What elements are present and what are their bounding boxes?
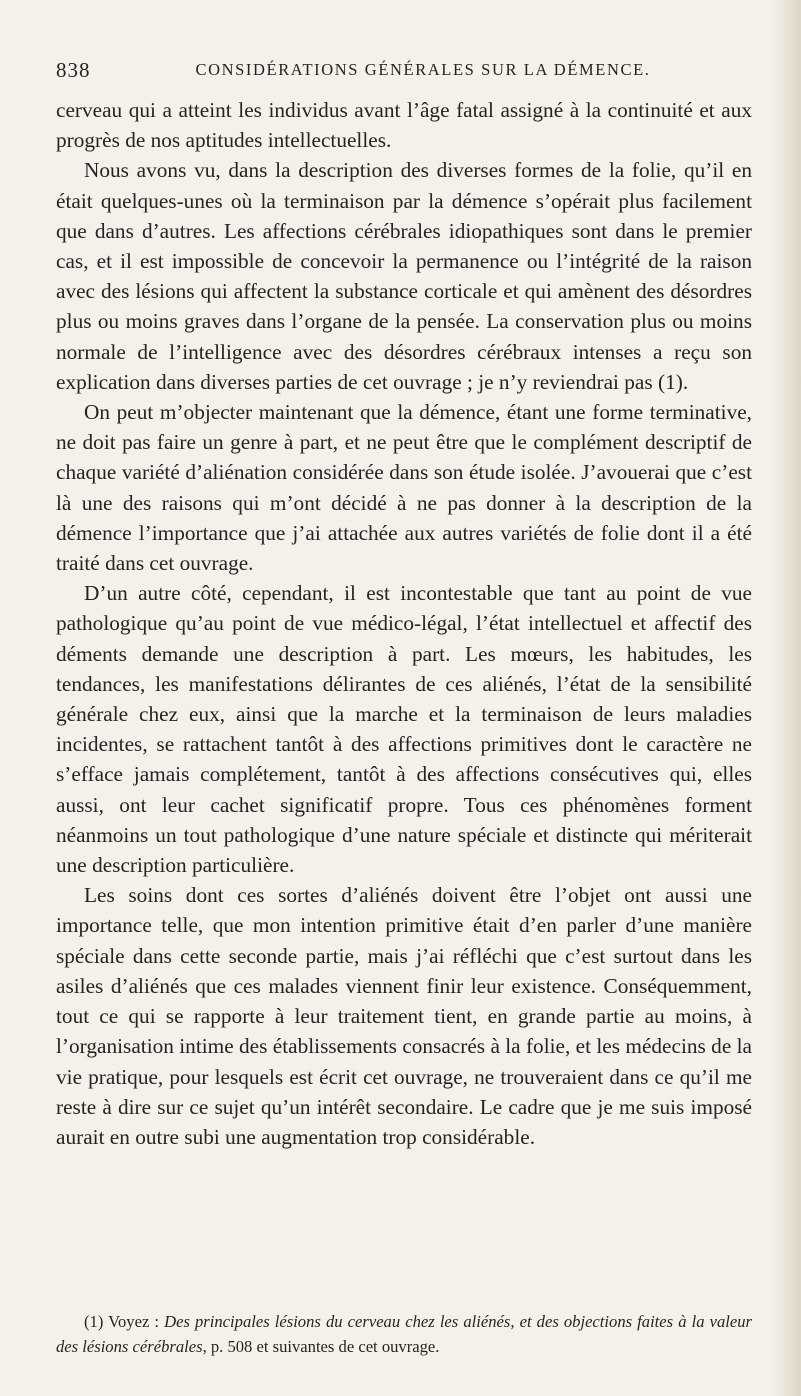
page-number: 838 [56, 58, 91, 82]
paragraph: D’un autre côté, cependant, il est incontestable que tant au point de vue pathologique qu’au point de vue médico-légal, l’état intellectuel et affectif des déments demande une description à part. Les mœurs, les habitudes, les tendances, les manifestations délirantes de ces aliénés, l’état de la sensibilité générale chez eux, ainsi que la marche et la terminaison de leurs maladies incidentes, se rattachent tantôt à des affections primitives dont le caractère ne s’efface jamais complétement, tantôt à des affections consécutives qui, elles aussi, ont leur cachet significatif propre. Tous ces phénomènes forment néanmoins un tout pathologique d’une nature spéciale et distincte qui mériterait une description particulière. [56, 581, 752, 878]
running-title: CONSIDÉRATIONS GÉNÉRALES SUR LA DÉMENCE. [195, 60, 651, 79]
paragraph-continuation: cerveau qui a atteint les individus avant l’âge fatal assigné à la continuité et aux progrès de nos aptitudes intellectuelles. [56, 98, 752, 153]
page-header [56, 58, 746, 86]
paragraph: On peut m’objecter maintenant que la démence, étant une forme terminative, ne doit pas faire un genre à part, et ne peut être que le complément descriptif de chaque variété d’aliénation considérée dans son étude isolée. J’avouerai que c’est là une des raisons qui m’ont décidé à ne pas donner à la description de la démence l’importance que j’ai attachée aux autres variétés de folie dont il a été traité dans cet ouvrage. [56, 400, 752, 576]
paragraph: Nous avons vu, dans la description des diverses formes de la folie, qu’il en était quelques-unes où la terminaison par la démence s’opérait plus facilement que dans d’autres. Les affections cérébrales idiopathiques sont dans le premier cas, et il est impossible de concevoir la permanence ou l’intégrité de la raison avec des lésions qui affectent la substance corticale et qui amènent des désordres plus ou moins graves dans l’organe de la pensée. La conservation plus ou moins normale de l’intelligence avec des désordres cérébraux intenses a reçu son explication dans diverses parties de cet ouvrage ; je n’y reviendrai pas (1). [56, 158, 752, 394]
paragraph: Les soins dont ces sortes d’aliénés doivent être l’objet ont aussi une importance telle, que mon intention primitive était d’en parler d’une manière spéciale dans cette seconde partie, mais j’ai réfléchi que c’est surtout dans les asiles d’aliénés que ces malades viennent finir leur existence. Conséquemment, tout ce qui se rapporte à leur traitement tient, en grande partie au moins, à l’organisation intime des établissements consacrés à la folie, et les médecins de la vie pratique, pour lesquels est écrit cet ouvrage, ne trouveraient dans ce qu’il me reste à dire sur ce sujet qu’un intérêt secondaire. Le cadre que je me suis imposé aurait en outre subi une augmentation trop considérable. [56, 883, 752, 1149]
footnote-reference: , p. 508 et suivantes de cet ouvrage. [202, 1336, 440, 1356]
page-edge-shadow [771, 0, 801, 1396]
footnote-cited-title: Des principales lésions du cerveau chez les aliénés, et des objections faites à la valeur des lésions cérébrales [56, 1312, 752, 1356]
footnote [56, 1310, 752, 1359]
footnote-marker: (1) Voyez : [84, 1312, 160, 1331]
body-text [56, 95, 752, 1152]
